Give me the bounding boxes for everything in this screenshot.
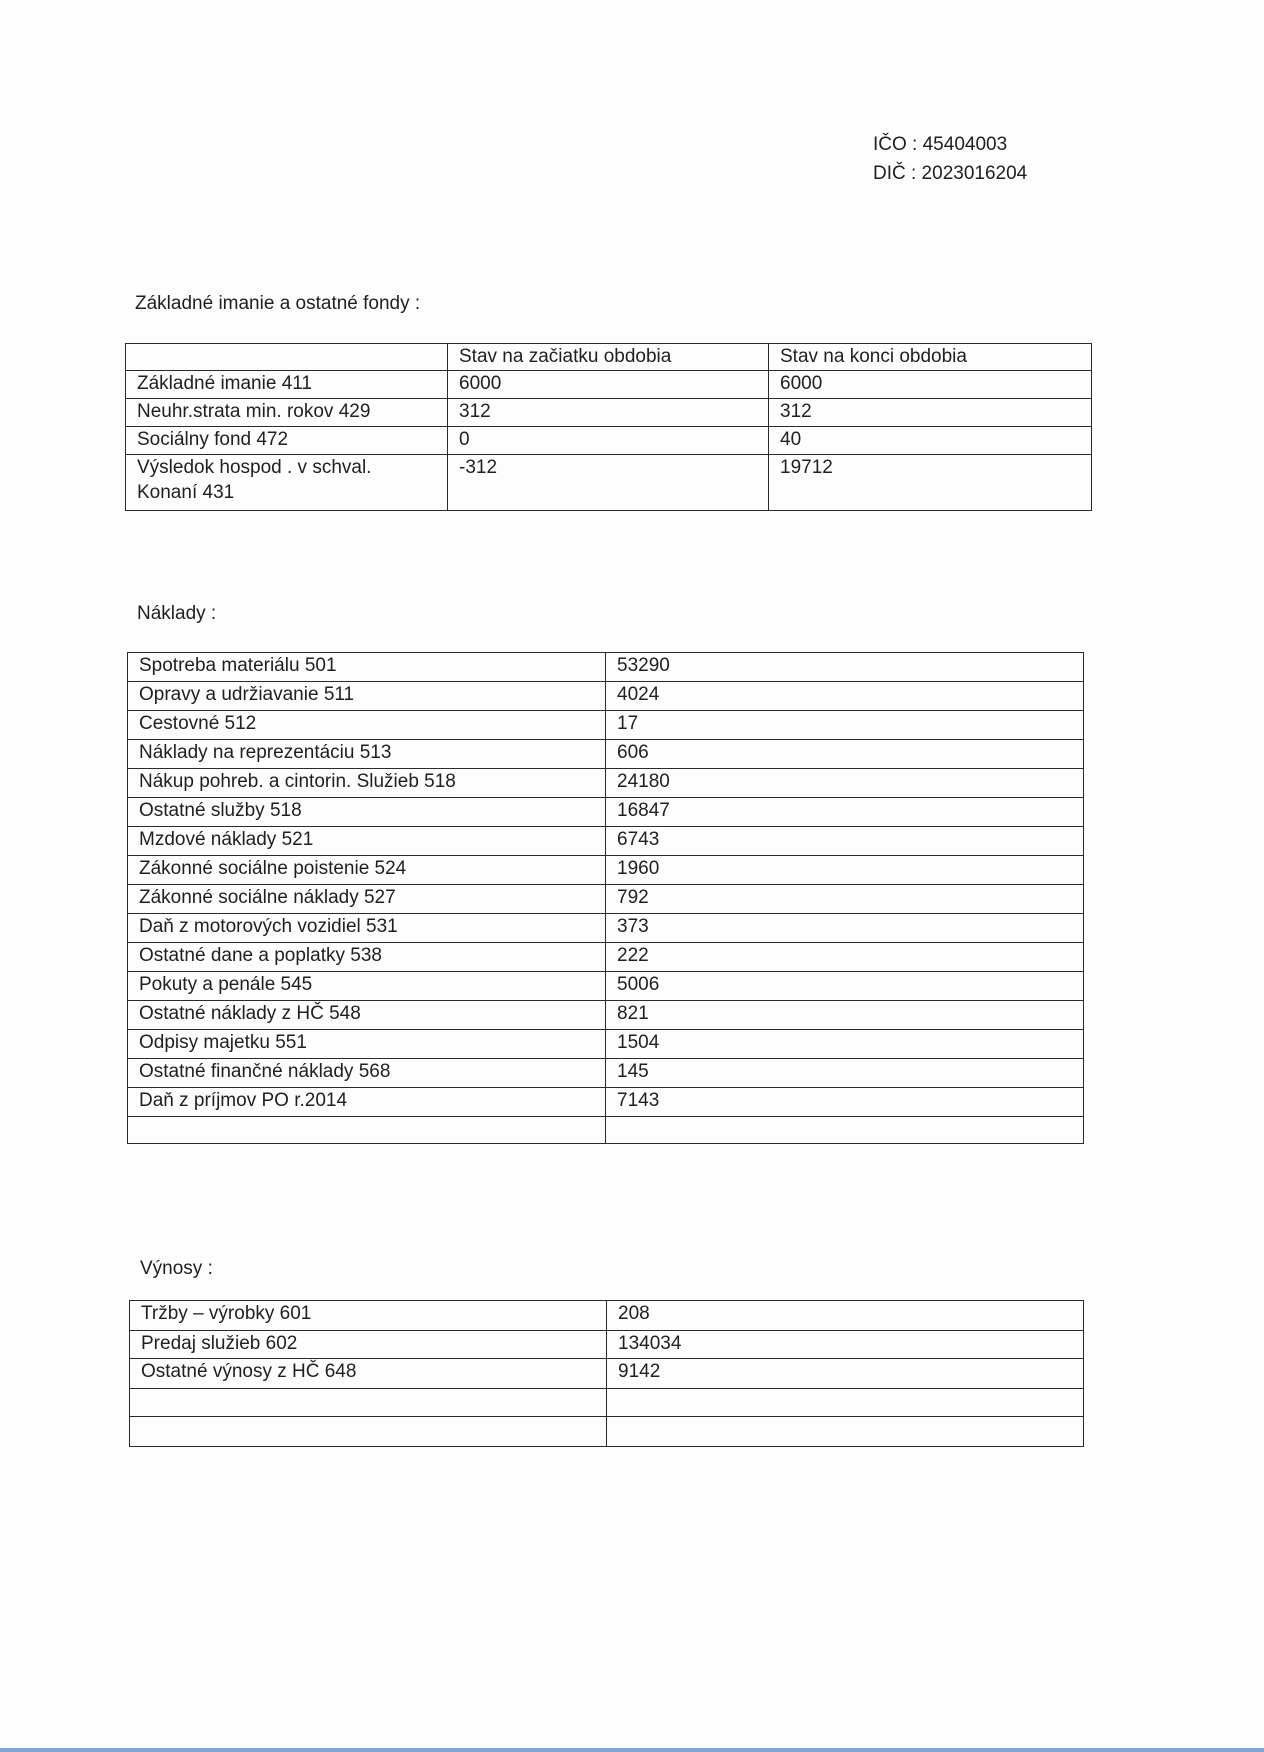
cost-label: Daň z príjmov PO r.2014: [128, 1088, 606, 1117]
equity-row: [126, 399, 1092, 427]
cost-label: Ostatné finančné náklady 568: [128, 1059, 606, 1088]
cost-value: 792: [606, 885, 1084, 914]
cost-value: 53290: [606, 653, 1084, 682]
costs-table: [127, 652, 1084, 1144]
equity-title: Základné imanie a ostatné fondy :: [135, 293, 421, 314]
cost-label: Opravy a udržiavanie 511: [128, 682, 606, 711]
revenue-value: [607, 1389, 1084, 1417]
equity-header-row: [126, 344, 1092, 371]
dic-number: DIČ : 2023016204: [873, 163, 1028, 184]
cost-label: Odpisy majetku 551: [128, 1030, 606, 1059]
cost-row: [128, 1088, 1084, 1117]
ico-number: IČO : 45404003: [873, 134, 1008, 155]
cost-row: [128, 740, 1084, 769]
cost-value: 1960: [606, 856, 1084, 885]
revenue-label: [130, 1389, 607, 1417]
cost-label: Pokuty a penále 545: [128, 972, 606, 1001]
cost-row: [128, 885, 1084, 914]
cost-value: 222: [606, 943, 1084, 972]
cost-label: Náklady na reprezentáciu 513: [128, 740, 606, 769]
cost-value: 1504: [606, 1030, 1084, 1059]
revenue-row: [130, 1331, 1084, 1359]
cost-label: Zákonné sociálne poistenie 524: [128, 856, 606, 885]
equity-start-value: -312: [448, 455, 769, 511]
revenue-label: [130, 1417, 607, 1447]
cost-row: [128, 682, 1084, 711]
revenue-row-empty: [130, 1389, 1084, 1417]
equity-row: [126, 371, 1092, 399]
cost-row: [128, 711, 1084, 740]
equity-header-cell: Stav na začiatku obdobia: [448, 344, 769, 371]
equity-start-value: 6000: [448, 371, 769, 399]
equity-label: Neuhr.strata min. rokov 429: [126, 399, 448, 427]
revenue-row-empty: [130, 1417, 1084, 1447]
equity-header-cell: [126, 344, 448, 371]
equity-start-value: 0: [448, 427, 769, 455]
cost-label: Cestovné 512: [128, 711, 606, 740]
revenue-row: [130, 1359, 1084, 1389]
cost-value: 606: [606, 740, 1084, 769]
cost-row-empty: [128, 1117, 1084, 1144]
cost-label: Nákup pohreb. a cintorin. Služieb 518: [128, 769, 606, 798]
cost-row: [128, 653, 1084, 682]
revenue-value: 9142: [607, 1359, 1084, 1389]
revenue-label: Predaj služieb 602: [130, 1331, 607, 1359]
cost-label: Daň z motorových vozidiel 531: [128, 914, 606, 943]
cost-value: 145: [606, 1059, 1084, 1088]
equity-header-cell: Stav na konci obdobia: [769, 344, 1092, 371]
cost-row: [128, 943, 1084, 972]
cost-value: 373: [606, 914, 1084, 943]
cost-row: [128, 827, 1084, 856]
cost-label: Ostatné služby 518: [128, 798, 606, 827]
equity-label: Sociálny fond 472: [126, 427, 448, 455]
equity-end-value: 40: [769, 427, 1092, 455]
revenues-table: [129, 1300, 1084, 1447]
cost-value: 4024: [606, 682, 1084, 711]
revenue-value: 208: [607, 1301, 1084, 1331]
cost-row: [128, 1001, 1084, 1030]
cost-label: Zákonné sociálne náklady 527: [128, 885, 606, 914]
cost-row: [128, 914, 1084, 943]
cost-value: 17: [606, 711, 1084, 740]
cost-label: Mzdové náklady 521: [128, 827, 606, 856]
company-ids: [873, 130, 1027, 188]
cost-label: Ostatné dane a poplatky 538: [128, 943, 606, 972]
equity-table: [125, 343, 1092, 511]
cost-row: [128, 1030, 1084, 1059]
equity-row: [126, 455, 1092, 511]
revenue-row: [130, 1301, 1084, 1331]
cost-value: 24180: [606, 769, 1084, 798]
scan-edge-line: [0, 1748, 1264, 1752]
cost-value: [606, 1117, 1084, 1144]
revenue-label: Tržby – výrobky 601: [130, 1301, 607, 1331]
equity-end-value: 19712: [769, 455, 1092, 511]
revenue-label: Ostatné výnosy z HČ 648: [130, 1359, 607, 1389]
cost-row: [128, 798, 1084, 827]
revenue-value: [607, 1417, 1084, 1447]
equity-label: Základné imanie 411: [126, 371, 448, 399]
cost-value: 821: [606, 1001, 1084, 1030]
equity-row: [126, 427, 1092, 455]
cost-row: [128, 769, 1084, 798]
cost-value: 5006: [606, 972, 1084, 1001]
equity-end-value: 6000: [769, 371, 1092, 399]
cost-row: [128, 1059, 1084, 1088]
cost-label: Ostatné náklady z HČ 548: [128, 1001, 606, 1030]
cost-row: [128, 856, 1084, 885]
revenues-title: Výnosy :: [140, 1258, 213, 1279]
cost-value: 7143: [606, 1088, 1084, 1117]
revenue-value: 134034: [607, 1331, 1084, 1359]
cost-label: Spotreba materiálu 501: [128, 653, 606, 682]
costs-title: Náklady :: [137, 603, 217, 624]
equity-end-value: 312: [769, 399, 1092, 427]
cost-row: [128, 972, 1084, 1001]
cost-value: 6743: [606, 827, 1084, 856]
equity-label: Výsledok hospod . v schval. Konaní 431: [126, 455, 448, 511]
cost-value: 16847: [606, 798, 1084, 827]
equity-start-value: 312: [448, 399, 769, 427]
cost-label: [128, 1117, 606, 1144]
